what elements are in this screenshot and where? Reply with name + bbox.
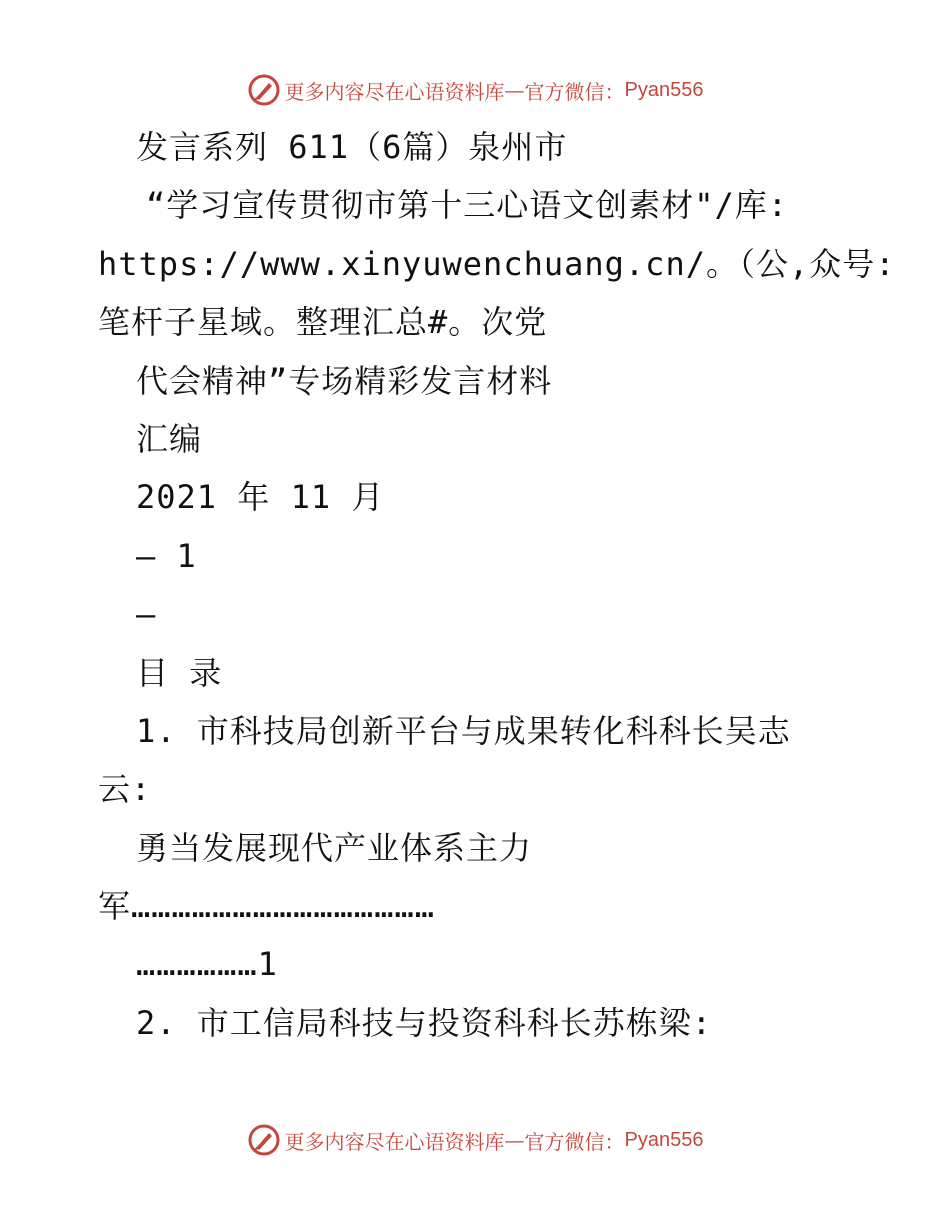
toc-entry: 军……………………………………… xyxy=(98,887,435,926)
pen-logo-icon xyxy=(247,73,281,107)
watermark-text: 更多内容尽在心语资料库 xyxy=(284,79,505,104)
toc-entry: 勇当发展现代产业体系主力 xyxy=(136,828,533,867)
toc-entry: 云: xyxy=(98,770,152,809)
header-watermark xyxy=(0,70,950,110)
toc-heading: 目 录 xyxy=(136,653,223,692)
doc-title-line: 代会精神”专场精彩发言材料 xyxy=(136,361,553,400)
watermark-wechat-label: 官方微信： xyxy=(524,79,625,104)
toc-entry: ………………1 xyxy=(136,945,278,984)
doc-title-line: 发言系列 611（6篇）泉州市 xyxy=(136,128,568,166)
page-number-dash: — xyxy=(136,595,157,634)
toc-entry: 2. 市工信局科技与投资科科长苏栋梁: xyxy=(136,1003,713,1042)
watermark-separator: — xyxy=(504,1128,525,1152)
page-number: — 1 xyxy=(136,536,197,575)
watermark-separator: — xyxy=(504,78,525,102)
watermark-wechat-id: Pyan556 xyxy=(624,1128,704,1151)
footer-watermark xyxy=(0,1120,950,1160)
doc-title-line: “学习宣传贯彻市第十三心语文创素材"/库: xyxy=(146,186,789,225)
watermark-wechat-label: 官方微信： xyxy=(524,1129,625,1154)
pen-logo-icon xyxy=(247,1123,281,1157)
toc-entry: 1. 市科技局创新平台与成果转化科科长吴志 xyxy=(136,711,791,750)
doc-title-line: 汇编 xyxy=(136,419,203,458)
watermark-wechat-id: Pyan556 xyxy=(624,78,704,101)
watermark-text: 更多内容尽在心语资料库 xyxy=(284,1129,505,1154)
doc-title-line: 笔杆子星域。整理汇总#。次党 xyxy=(98,303,548,342)
doc-date: 2021 年 11 月 xyxy=(136,478,385,517)
doc-title-line: https://www.xinyuwenchuang.cn/。（公,众号: xyxy=(98,244,896,283)
document-body xyxy=(98,118,898,1052)
